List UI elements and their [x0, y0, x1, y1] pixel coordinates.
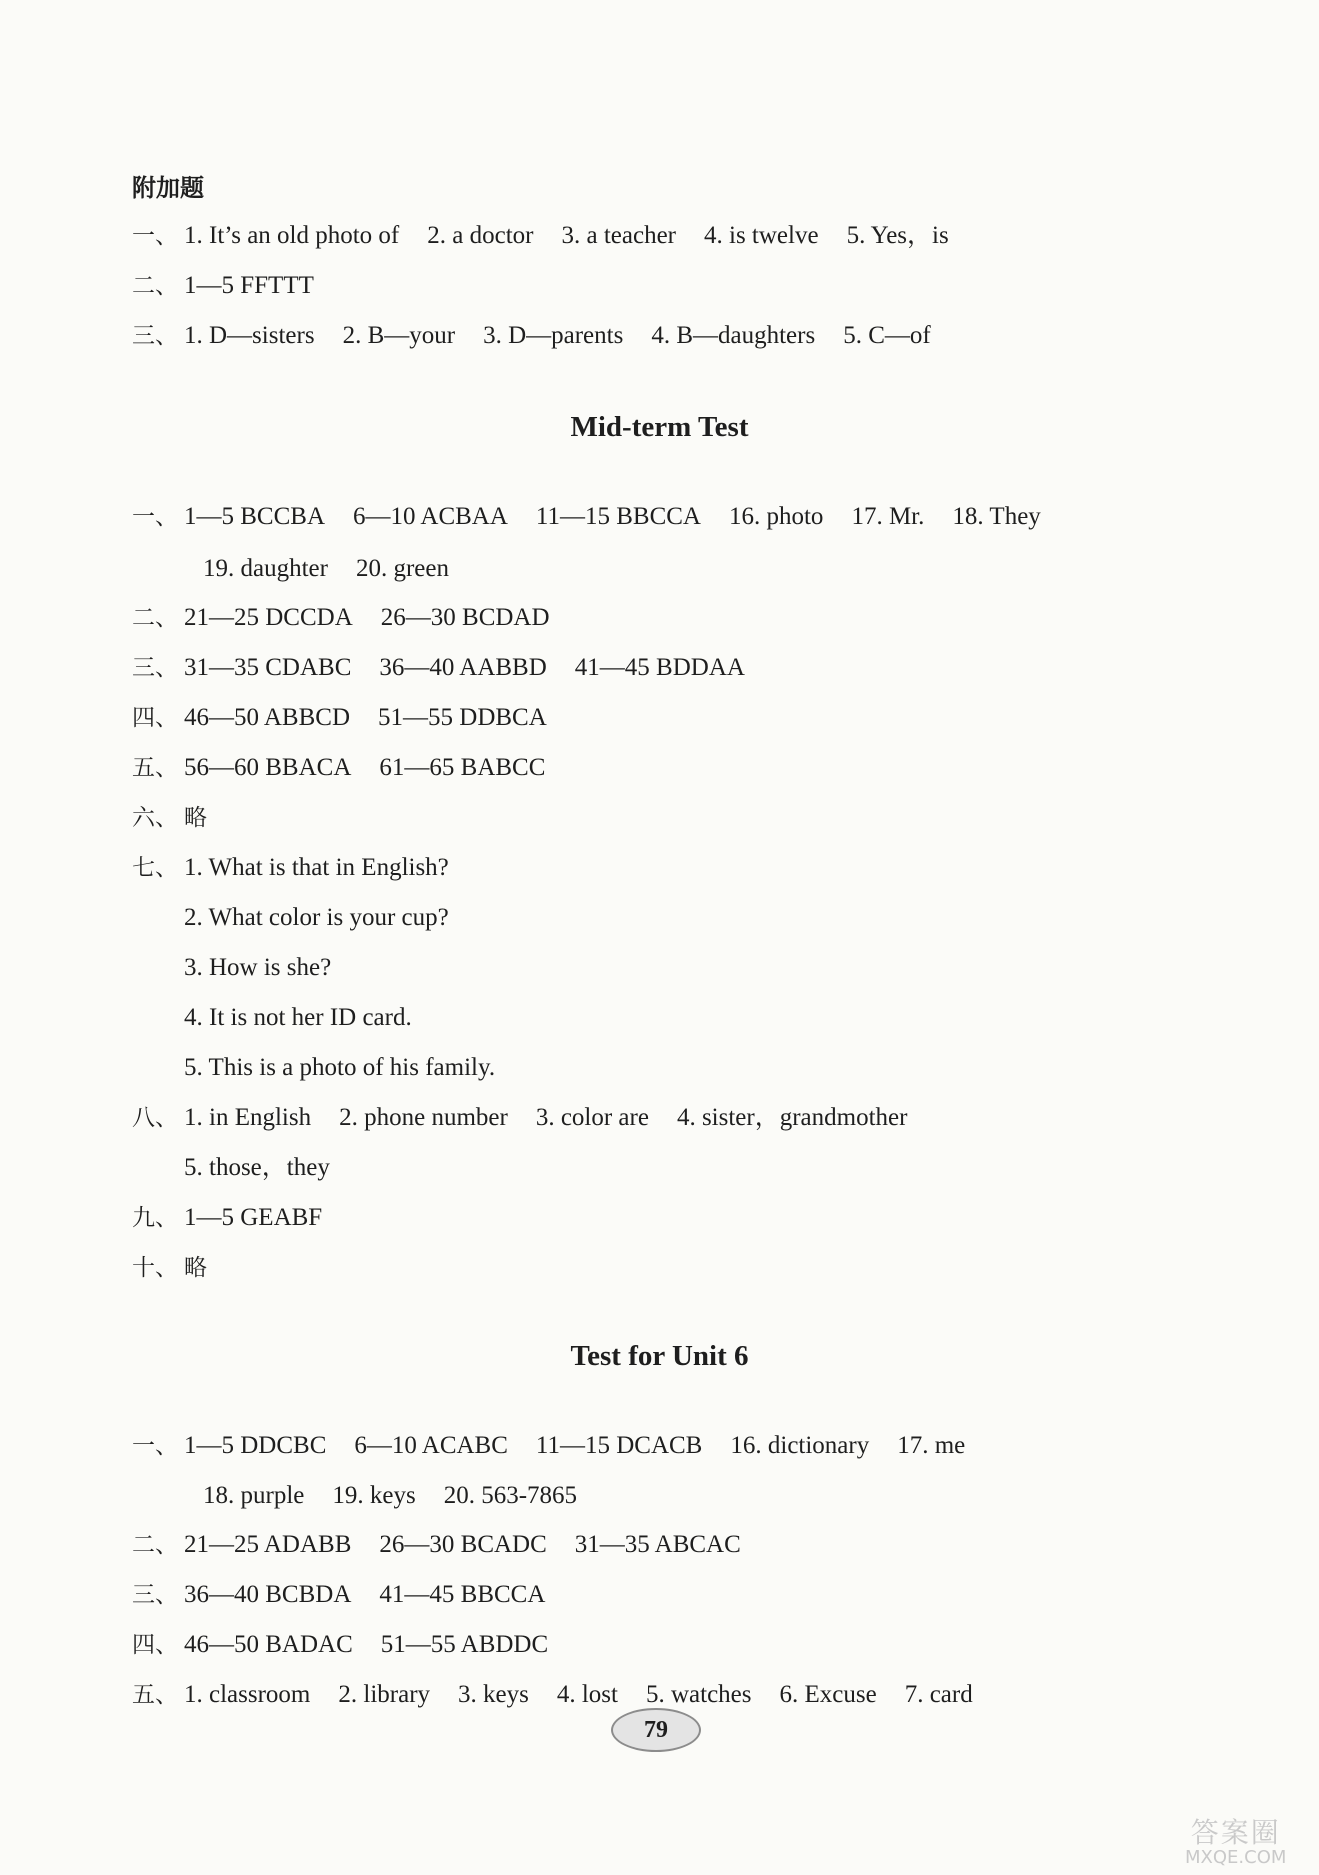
- answer: 5. watches: [645, 1681, 752, 1708]
- answer: 3. color are: [535, 1104, 649, 1131]
- answer: 46—50 BADAC: [184, 1631, 353, 1658]
- item-number: 三、: [132, 323, 178, 349]
- midterm-line-4: [132, 703, 575, 733]
- page-number: 79: [611, 1708, 701, 1752]
- watermark: [1185, 1818, 1286, 1868]
- answer: 3. a teacher: [561, 222, 676, 249]
- answer: 略: [184, 1255, 207, 1281]
- unit6-line-3: [132, 1580, 573, 1610]
- answer: 4. It is not her ID card.: [184, 1004, 412, 1031]
- answer: 51—55 DDBCA: [378, 704, 547, 731]
- item-number: 二、: [132, 605, 178, 631]
- extra-line-2: [132, 271, 342, 301]
- item-number: 五、: [132, 755, 178, 781]
- item-number: 二、: [132, 273, 178, 299]
- answer: 18. They: [952, 503, 1041, 530]
- answer: 6—10 ACABC: [354, 1432, 508, 1459]
- answer: 46—50 ABBCD: [184, 704, 351, 731]
- item-number: 四、: [132, 705, 178, 731]
- answer: 11—15 DCACB: [535, 1432, 703, 1459]
- answer: 1. in English: [184, 1104, 312, 1131]
- midterm-line-2: [132, 603, 578, 633]
- answer: 18. purple: [203, 1482, 305, 1509]
- answer: 1—5 FFTTT: [184, 272, 314, 299]
- item-number: 一、: [132, 1433, 178, 1459]
- midterm-line-7: [132, 853, 449, 883]
- answer: 5. those，they: [184, 1154, 330, 1181]
- answer: 17. me: [897, 1432, 966, 1459]
- answer: 21—25 ADABB: [184, 1531, 352, 1558]
- unit6-line-2: [132, 1530, 769, 1560]
- answer: 21—25 DCCDA: [184, 604, 353, 631]
- answer: 4. B—daughters: [651, 322, 816, 349]
- answer: 5. C—of: [843, 322, 931, 349]
- answer: 3. How is she?: [184, 954, 332, 981]
- answer: 20. green: [355, 555, 449, 582]
- answer: 36—40 BCBDA: [184, 1581, 352, 1608]
- answer: 41—45 BBCCA: [379, 1581, 546, 1608]
- answer: 1. What is that in English?: [184, 854, 449, 881]
- answer: 1—5 BCCBA: [184, 503, 326, 530]
- answer: 1. D—sisters: [184, 322, 315, 349]
- answer: 36—40 AABBD: [379, 654, 547, 681]
- answer: 20. 563-7865: [443, 1482, 578, 1509]
- answer: 11—15 BBCCA: [535, 503, 701, 530]
- midterm-line-7-item-5: [132, 1053, 495, 1083]
- answer: 31—35 ABCAC: [574, 1531, 741, 1558]
- answer: 16. photo: [728, 503, 824, 530]
- unit6-line-4: [132, 1630, 576, 1660]
- section-title-unit6: Test for Unit 6: [570, 1340, 749, 1372]
- answer: 19. daughter: [203, 555, 328, 582]
- answer: 6. Excuse: [779, 1681, 877, 1708]
- watermark-url: MXQE.COM: [1185, 1847, 1287, 1868]
- item-number: 九、: [132, 1205, 178, 1231]
- item-number: 二、: [132, 1532, 178, 1558]
- answer: 17. Mr.: [851, 503, 925, 530]
- item-number: 五、: [132, 1682, 178, 1708]
- extra-line-3: [132, 321, 959, 351]
- answer: 2. What color is your cup?: [184, 904, 449, 931]
- midterm-line-7-item-2: [132, 903, 449, 933]
- item-number: 一、: [132, 223, 178, 249]
- section-heading-extra: 附加题: [132, 174, 204, 202]
- answer: 1. classroom: [184, 1681, 311, 1708]
- answer: 略: [184, 805, 207, 831]
- midterm-line-1-continued: [132, 554, 477, 584]
- item-number: 七、: [132, 855, 178, 881]
- midterm-line-8: [132, 1103, 935, 1133]
- answer: 1. It’s an old photo of: [184, 222, 400, 249]
- answer: 4. is twelve: [704, 222, 819, 249]
- item-number: 三、: [132, 655, 178, 681]
- item-number: 四、: [132, 1632, 178, 1658]
- midterm-line-10: [132, 1253, 207, 1283]
- answer: 2. a doctor: [427, 222, 534, 249]
- unit6-line-1: [132, 1431, 993, 1461]
- answer: 16. dictionary: [730, 1432, 870, 1459]
- midterm-line-7-item-4: [132, 1003, 412, 1033]
- watermark-logo-text: 答案圈: [1190, 1816, 1281, 1849]
- item-number: 三、: [132, 1582, 178, 1608]
- midterm-line-9: [132, 1203, 322, 1233]
- answer: 4. lost: [556, 1681, 618, 1708]
- answer: 3. keys: [458, 1681, 529, 1708]
- midterm-line-1: [132, 502, 1069, 532]
- answer: 5. Yes，is: [846, 222, 949, 249]
- midterm-line-7-item-3: [132, 953, 331, 983]
- item-number: 八、: [132, 1105, 178, 1131]
- extra-line-1: [132, 221, 977, 251]
- midterm-line-5: [132, 753, 573, 783]
- answer: 7. card: [904, 1681, 973, 1708]
- section-title-midterm: Mid-term Test: [570, 411, 749, 443]
- answer: 61—65 BABCC: [379, 754, 546, 781]
- midterm-line-8-continued: [132, 1153, 330, 1183]
- answer: 31—35 CDABC: [184, 654, 352, 681]
- answer: 1—5 GEABF: [184, 1204, 323, 1231]
- midterm-line-3: [132, 653, 773, 683]
- answer: 5. This is a photo of his family.: [184, 1054, 496, 1081]
- answer: 51—55 ABDDC: [380, 1631, 549, 1658]
- answer: 26—30 BCDAD: [380, 604, 550, 631]
- answer: 3. D—parents: [483, 322, 624, 349]
- answer: 26—30 BCADC: [379, 1531, 547, 1558]
- answer: 2. B—your: [342, 322, 456, 349]
- answer: 19. keys: [332, 1482, 416, 1509]
- item-number: 一、: [132, 504, 178, 530]
- item-number: 十、: [132, 1255, 178, 1281]
- item-number: 六、: [132, 805, 178, 831]
- answer: 1—5 DDCBC: [184, 1432, 327, 1459]
- unit6-line-1-continued: [132, 1481, 605, 1511]
- answer: 6—10 ACBAA: [353, 503, 508, 530]
- unit6-line-5: [132, 1680, 1001, 1710]
- midterm-line-6: [132, 803, 207, 833]
- answer: 41—45 BDDAA: [574, 654, 745, 681]
- answer: 2. library: [338, 1681, 431, 1708]
- answer: 56—60 BBACA: [184, 754, 352, 781]
- answer: 4. sister，grandmother: [676, 1104, 908, 1131]
- answer: 2. phone number: [339, 1104, 508, 1131]
